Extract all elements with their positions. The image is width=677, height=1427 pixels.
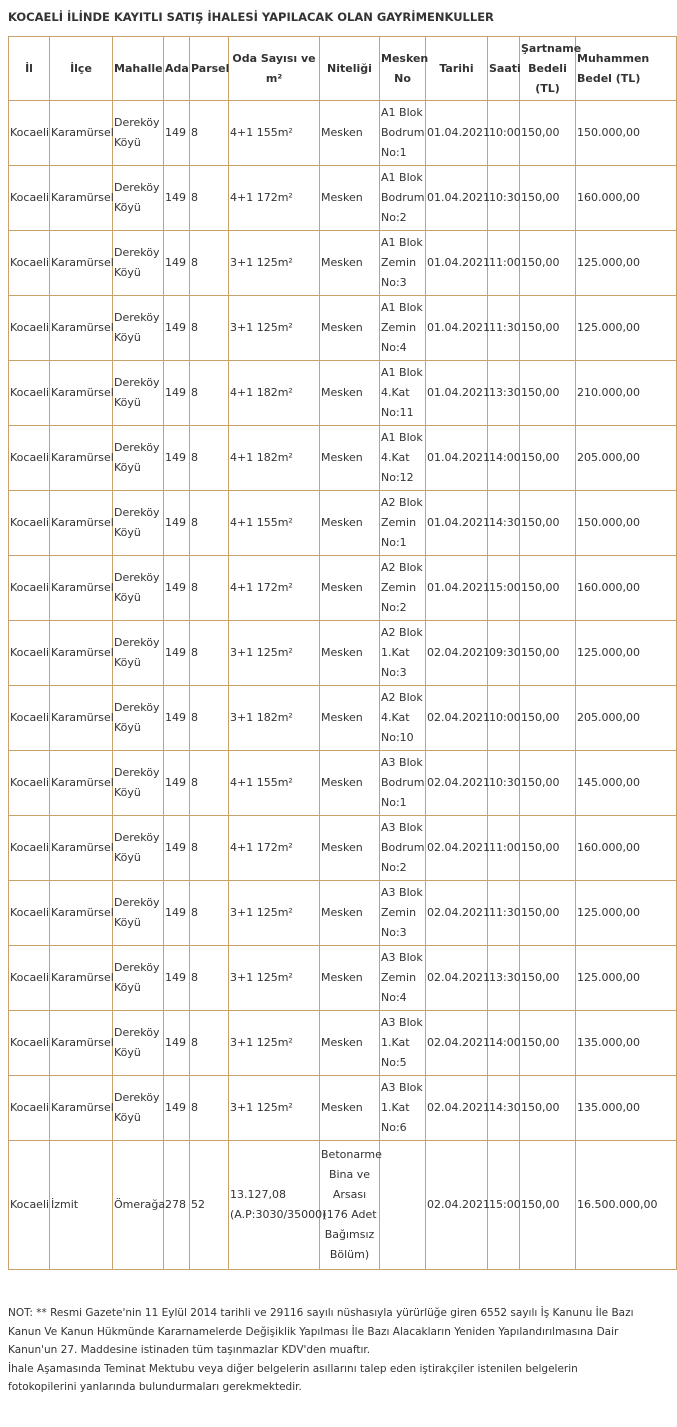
cell-ilce: Karamürsel xyxy=(50,101,113,166)
cell-parsel: 8 xyxy=(190,621,229,686)
cell-il: Kocaeli xyxy=(9,491,50,556)
cell-parsel: 8 xyxy=(190,946,229,1011)
cell-saat: 14:00 xyxy=(488,1011,520,1076)
cell-muhammen: 150.000,00 xyxy=(576,101,677,166)
cell-saat: 11:30 xyxy=(488,296,520,361)
cell-nitelik: Mesken xyxy=(320,1076,380,1141)
cell-sartname: 150,00 xyxy=(520,751,576,816)
cell-oda: 4+1 155m² xyxy=(229,101,320,166)
cell-tarih: 02.04.2021 xyxy=(426,1141,488,1270)
cell-tarih: 02.04.2021 xyxy=(426,686,488,751)
cell-ilce: Karamürsel xyxy=(50,296,113,361)
cell-mesken-no: A3 Blok 1.Kat No:6 xyxy=(380,1076,426,1141)
table-row xyxy=(9,231,677,296)
cell-tarih: 02.04.2021 xyxy=(426,816,488,881)
cell-ada: 149 xyxy=(164,881,190,946)
cell-mahalle: Dereköy Köyü xyxy=(113,816,164,881)
cell-ada: 278 xyxy=(164,1141,190,1270)
cell-saat: 13:30 xyxy=(488,946,520,1011)
header-mahalle: Mahalle xyxy=(113,37,164,101)
cell-il: Kocaeli xyxy=(9,296,50,361)
cell-ilce: Karamürsel xyxy=(50,166,113,231)
cell-nitelik: Mesken xyxy=(320,1011,380,1076)
cell-oda: 4+1 172m² xyxy=(229,556,320,621)
cell-mesken-no: A3 Blok Bodrum No:1 xyxy=(380,751,426,816)
table-row xyxy=(9,946,677,1011)
cell-mahalle: Dereköy Köyü xyxy=(113,166,164,231)
cell-ilce: Karamürsel xyxy=(50,426,113,491)
cell-ada: 149 xyxy=(164,426,190,491)
cell-parsel: 8 xyxy=(190,1076,229,1141)
cell-oda: 3+1 125m² xyxy=(229,296,320,361)
cell-sartname: 150,00 xyxy=(520,231,576,296)
cell-muhammen: 145.000,00 xyxy=(576,751,677,816)
cell-parsel: 8 xyxy=(190,296,229,361)
cell-il: Kocaeli xyxy=(9,361,50,426)
table-header-row xyxy=(9,37,677,101)
cell-sartname: 150,00 xyxy=(520,1076,576,1141)
cell-tarih: 01.04.2021 xyxy=(426,231,488,296)
cell-saat: 14:00 xyxy=(488,426,520,491)
cell-ilce: Karamürsel xyxy=(50,361,113,426)
cell-mesken-no: A2 Blok Zemin No:1 xyxy=(380,491,426,556)
table-row xyxy=(9,101,677,166)
cell-tarih: 01.04.2021 xyxy=(426,426,488,491)
cell-tarih: 02.04.2021 xyxy=(426,946,488,1011)
cell-mesken-no: A3 Blok Bodrum No:2 xyxy=(380,816,426,881)
cell-ilce: Karamürsel xyxy=(50,1011,113,1076)
table-row xyxy=(9,1011,677,1076)
cell-mesken-no: A3 Blok Zemin No:4 xyxy=(380,946,426,1011)
cell-il: Kocaeli xyxy=(9,1076,50,1141)
cell-mahalle: Dereköy Köyü xyxy=(113,881,164,946)
cell-sartname: 150,00 xyxy=(520,556,576,621)
cell-nitelik: Mesken xyxy=(320,491,380,556)
cell-tarih: 01.04.2021 xyxy=(426,556,488,621)
cell-il: Kocaeli xyxy=(9,621,50,686)
cell-tarih: 02.04.2021 xyxy=(426,751,488,816)
cell-ada: 149 xyxy=(164,1076,190,1141)
cell-oda: 13.127,08 (A.P:3030/35000) xyxy=(229,1141,320,1270)
table-row xyxy=(9,1076,677,1141)
cell-muhammen: 135.000,00 xyxy=(576,1076,677,1141)
cell-mahalle: Dereköy Köyü xyxy=(113,361,164,426)
notes-section xyxy=(8,1304,645,1397)
cell-mesken-no: A1 Blok Bodrum No:1 xyxy=(380,101,426,166)
note-teminat: İhale Aşamasında Teminat Mektubu veya diğer belgelerin asıllarını talep eden iştirakçiler istenilen belgelerin fotokopilerini yanlarında bulundurmaları gerekmektedir. xyxy=(8,1362,578,1393)
cell-ilce: Karamürsel xyxy=(50,881,113,946)
cell-sartname: 150,00 xyxy=(520,361,576,426)
cell-mahalle: Dereköy Köyü xyxy=(113,1076,164,1141)
cell-sartname: 150,00 xyxy=(520,946,576,1011)
cell-oda: 3+1 125m² xyxy=(229,621,320,686)
table-row xyxy=(9,296,677,361)
cell-sartname: 150,00 xyxy=(520,686,576,751)
cell-ada: 149 xyxy=(164,816,190,881)
table-row xyxy=(9,556,677,621)
cell-sartname: 150,00 xyxy=(520,1141,576,1270)
cell-il: Kocaeli xyxy=(9,426,50,491)
cell-oda: 3+1 125m² xyxy=(229,1076,320,1141)
cell-sartname: 150,00 xyxy=(520,1011,576,1076)
cell-saat: 15:00 xyxy=(488,556,520,621)
cell-nitelik: Mesken xyxy=(320,231,380,296)
cell-nitelik: Mesken xyxy=(320,881,380,946)
table-row xyxy=(9,426,677,491)
cell-ada: 149 xyxy=(164,361,190,426)
cell-mahalle: Ömerağa xyxy=(113,1141,164,1270)
cell-ada: 149 xyxy=(164,231,190,296)
cell-parsel: 8 xyxy=(190,231,229,296)
page-title: KOCAELİ İLİNDE KAYITLI SATIŞ İHALESİ YAPILACAK OLAN GAYRİMENKULLER xyxy=(8,10,494,24)
table-row xyxy=(9,881,677,946)
cell-il: Kocaeli xyxy=(9,556,50,621)
cell-ilce: Karamürsel xyxy=(50,816,113,881)
cell-nitelik: Mesken xyxy=(320,361,380,426)
cell-ilce: Karamürsel xyxy=(50,556,113,621)
cell-parsel: 8 xyxy=(190,881,229,946)
table-row xyxy=(9,686,677,751)
header-oda: Oda Sayısı ve m² xyxy=(229,37,320,101)
cell-parsel: 8 xyxy=(190,491,229,556)
cell-ada: 149 xyxy=(164,101,190,166)
cell-saat: 11:30 xyxy=(488,881,520,946)
header-sartname: Şartname Bedeli (TL) xyxy=(520,37,576,101)
cell-saat: 14:30 xyxy=(488,491,520,556)
cell-il: Kocaeli xyxy=(9,816,50,881)
cell-oda: 4+1 182m² xyxy=(229,361,320,426)
cell-nitelik: Mesken xyxy=(320,946,380,1011)
header-tarih: Tarihi xyxy=(426,37,488,101)
cell-ada: 149 xyxy=(164,686,190,751)
cell-mesken-no xyxy=(380,1141,426,1270)
cell-muhammen: 210.000,00 xyxy=(576,361,677,426)
cell-mahalle: Dereköy Köyü xyxy=(113,556,164,621)
cell-muhammen: 150.000,00 xyxy=(576,491,677,556)
cell-oda: 4+1 155m² xyxy=(229,491,320,556)
cell-saat: 14:30 xyxy=(488,1076,520,1141)
property-table-container xyxy=(8,36,658,1270)
cell-sartname: 150,00 xyxy=(520,296,576,361)
cell-nitelik: Mesken xyxy=(320,751,380,816)
cell-il: Kocaeli xyxy=(9,166,50,231)
cell-mesken-no: A3 Blok Zemin No:3 xyxy=(380,881,426,946)
cell-il: Kocaeli xyxy=(9,231,50,296)
cell-nitelik: Mesken xyxy=(320,816,380,881)
cell-nitelik: Mesken xyxy=(320,296,380,361)
cell-ada: 149 xyxy=(164,556,190,621)
cell-sartname: 150,00 xyxy=(520,166,576,231)
note-kdv: NOT: ** Resmi Gazete'nin 11 Eylül 2014 tarihli ve 29116 sayılı nüshasıyla yürürlüğe giren 6552 sayılı İş Kanunu İle Bazı Kanun Ve Kanun Hükmünde Kararnamelerde Değişiklik Yapılması İle Bazı Alacakların Yeniden Yapılandırılmasına Dair Kanun'un 27. Maddesine istinaden tüm taşınmazlar KDV'den muaftır. xyxy=(8,1307,634,1356)
cell-sartname: 150,00 xyxy=(520,426,576,491)
cell-mahalle: Dereköy Köyü xyxy=(113,751,164,816)
table-row xyxy=(9,751,677,816)
cell-muhammen: 125.000,00 xyxy=(576,231,677,296)
header-il: İl xyxy=(9,37,50,101)
cell-mesken-no: A1 Blok 4.Kat No:12 xyxy=(380,426,426,491)
cell-oda: 4+1 172m² xyxy=(229,816,320,881)
cell-parsel: 8 xyxy=(190,426,229,491)
cell-ilce: Karamürsel xyxy=(50,1076,113,1141)
cell-il: Kocaeli xyxy=(9,1141,50,1270)
header-saat: Saati xyxy=(488,37,520,101)
cell-mesken-no: A1 Blok Zemin No:4 xyxy=(380,296,426,361)
cell-oda: 4+1 182m² xyxy=(229,426,320,491)
cell-il: Kocaeli xyxy=(9,946,50,1011)
cell-ada: 149 xyxy=(164,751,190,816)
cell-tarih: 01.04.2021 xyxy=(426,361,488,426)
cell-muhammen: 125.000,00 xyxy=(576,881,677,946)
header-muhammen: Muhammen Bedel (TL) xyxy=(576,37,677,101)
cell-sartname: 150,00 xyxy=(520,621,576,686)
cell-muhammen: 160.000,00 xyxy=(576,166,677,231)
cell-mesken-no: A3 Blok 1.Kat No:5 xyxy=(380,1011,426,1076)
cell-muhammen: 205.000,00 xyxy=(576,686,677,751)
cell-mahalle: Dereköy Köyü xyxy=(113,426,164,491)
table-row xyxy=(9,361,677,426)
cell-nitelik: Betonarme Bina ve Arsası (176 Adet Bağımsız Bölüm) xyxy=(320,1141,380,1270)
cell-oda: 3+1 125m² xyxy=(229,881,320,946)
header-mesken-no: Mesken No xyxy=(380,37,426,101)
cell-tarih: 01.04.2021 xyxy=(426,101,488,166)
cell-oda: 3+1 125m² xyxy=(229,946,320,1011)
cell-oda: 3+1 182m² xyxy=(229,686,320,751)
cell-ada: 149 xyxy=(164,621,190,686)
cell-parsel: 8 xyxy=(190,361,229,426)
cell-parsel: 8 xyxy=(190,751,229,816)
table-row xyxy=(9,816,677,881)
cell-nitelik: Mesken xyxy=(320,101,380,166)
cell-ilce: Karamürsel xyxy=(50,751,113,816)
cell-ada: 149 xyxy=(164,296,190,361)
cell-nitelik: Mesken xyxy=(320,621,380,686)
cell-oda: 4+1 155m² xyxy=(229,751,320,816)
cell-parsel: 8 xyxy=(190,816,229,881)
cell-saat: 09:30 xyxy=(488,621,520,686)
cell-ilce: Karamürsel xyxy=(50,686,113,751)
cell-sartname: 150,00 xyxy=(520,491,576,556)
cell-parsel: 8 xyxy=(190,686,229,751)
cell-parsel: 8 xyxy=(190,556,229,621)
cell-il: Kocaeli xyxy=(9,686,50,751)
cell-sartname: 150,00 xyxy=(520,881,576,946)
cell-saat: 15:00 xyxy=(488,1141,520,1270)
cell-tarih: 02.04.2021 xyxy=(426,881,488,946)
cell-il: Kocaeli xyxy=(9,1011,50,1076)
cell-ada: 149 xyxy=(164,1011,190,1076)
cell-parsel: 8 xyxy=(190,166,229,231)
cell-muhammen: 160.000,00 xyxy=(576,556,677,621)
cell-mesken-no: A1 Blok 4.Kat No:11 xyxy=(380,361,426,426)
cell-saat: 13:30 xyxy=(488,361,520,426)
cell-ada: 149 xyxy=(164,166,190,231)
header-ilce: İlçe xyxy=(50,37,113,101)
property-table xyxy=(8,36,677,1270)
cell-ilce: Karamürsel xyxy=(50,621,113,686)
cell-sartname: 150,00 xyxy=(520,816,576,881)
cell-muhammen: 205.000,00 xyxy=(576,426,677,491)
cell-tarih: 01.04.2021 xyxy=(426,296,488,361)
cell-tarih: 02.04.2021 xyxy=(426,1011,488,1076)
cell-muhammen: 160.000,00 xyxy=(576,816,677,881)
cell-ada: 149 xyxy=(164,946,190,1011)
cell-oda: 3+1 125m² xyxy=(229,231,320,296)
cell-mesken-no: A2 Blok Zemin No:2 xyxy=(380,556,426,621)
cell-mahalle: Dereköy Köyü xyxy=(113,231,164,296)
cell-mesken-no: A2 Blok 4.Kat No:10 xyxy=(380,686,426,751)
cell-muhammen: 125.000,00 xyxy=(576,946,677,1011)
cell-nitelik: Mesken xyxy=(320,556,380,621)
cell-mesken-no: A1 Blok Zemin No:3 xyxy=(380,231,426,296)
cell-oda: 4+1 172m² xyxy=(229,166,320,231)
table-row xyxy=(9,621,677,686)
cell-mahalle: Dereköy Köyü xyxy=(113,686,164,751)
cell-nitelik: Mesken xyxy=(320,426,380,491)
cell-mahalle: Dereköy Köyü xyxy=(113,101,164,166)
cell-tarih: 02.04.2021 xyxy=(426,621,488,686)
cell-saat: 11:00 xyxy=(488,816,520,881)
table-body xyxy=(9,101,677,1270)
cell-il: Kocaeli xyxy=(9,751,50,816)
cell-saat: 10:30 xyxy=(488,751,520,816)
cell-mahalle: Dereköy Köyü xyxy=(113,296,164,361)
cell-ilce: Karamürsel xyxy=(50,231,113,296)
cell-tarih: 02.04.2021 xyxy=(426,1076,488,1141)
cell-saat: 10:30 xyxy=(488,166,520,231)
header-parsel: Parsel xyxy=(190,37,229,101)
cell-muhammen: 135.000,00 xyxy=(576,1011,677,1076)
cell-tarih: 01.04.2021 xyxy=(426,491,488,556)
cell-mahalle: Dereköy Köyü xyxy=(113,1011,164,1076)
cell-tarih: 01.04.2021 xyxy=(426,166,488,231)
cell-saat: 10:00 xyxy=(488,101,520,166)
cell-parsel: 8 xyxy=(190,101,229,166)
cell-mahalle: Dereköy Köyü xyxy=(113,946,164,1011)
cell-il: Kocaeli xyxy=(9,101,50,166)
table-row xyxy=(9,1141,677,1270)
cell-mesken-no: A1 Blok Bodrum No:2 xyxy=(380,166,426,231)
cell-muhammen: 125.000,00 xyxy=(576,621,677,686)
cell-saat: 11:00 xyxy=(488,231,520,296)
cell-mahalle: Dereköy Köyü xyxy=(113,621,164,686)
cell-muhammen: 125.000,00 xyxy=(576,296,677,361)
header-ada: Ada xyxy=(164,37,190,101)
cell-ilce: Karamürsel xyxy=(50,946,113,1011)
cell-muhammen: 16.500.000,00 xyxy=(576,1141,677,1270)
cell-mesken-no: A2 Blok 1.Kat No:3 xyxy=(380,621,426,686)
header-nitelik: Niteliği xyxy=(320,37,380,101)
cell-saat: 10:00 xyxy=(488,686,520,751)
cell-il: Kocaeli xyxy=(9,881,50,946)
cell-nitelik: Mesken xyxy=(320,686,380,751)
cell-parsel: 52 xyxy=(190,1141,229,1270)
cell-parsel: 8 xyxy=(190,1011,229,1076)
cell-oda: 3+1 125m² xyxy=(229,1011,320,1076)
cell-ada: 149 xyxy=(164,491,190,556)
cell-nitelik: Mesken xyxy=(320,166,380,231)
cell-ilce: İzmit xyxy=(50,1141,113,1270)
table-row xyxy=(9,491,677,556)
cell-mahalle: Dereköy Köyü xyxy=(113,491,164,556)
table-row xyxy=(9,166,677,231)
cell-sartname: 150,00 xyxy=(520,101,576,166)
cell-ilce: Karamürsel xyxy=(50,491,113,556)
